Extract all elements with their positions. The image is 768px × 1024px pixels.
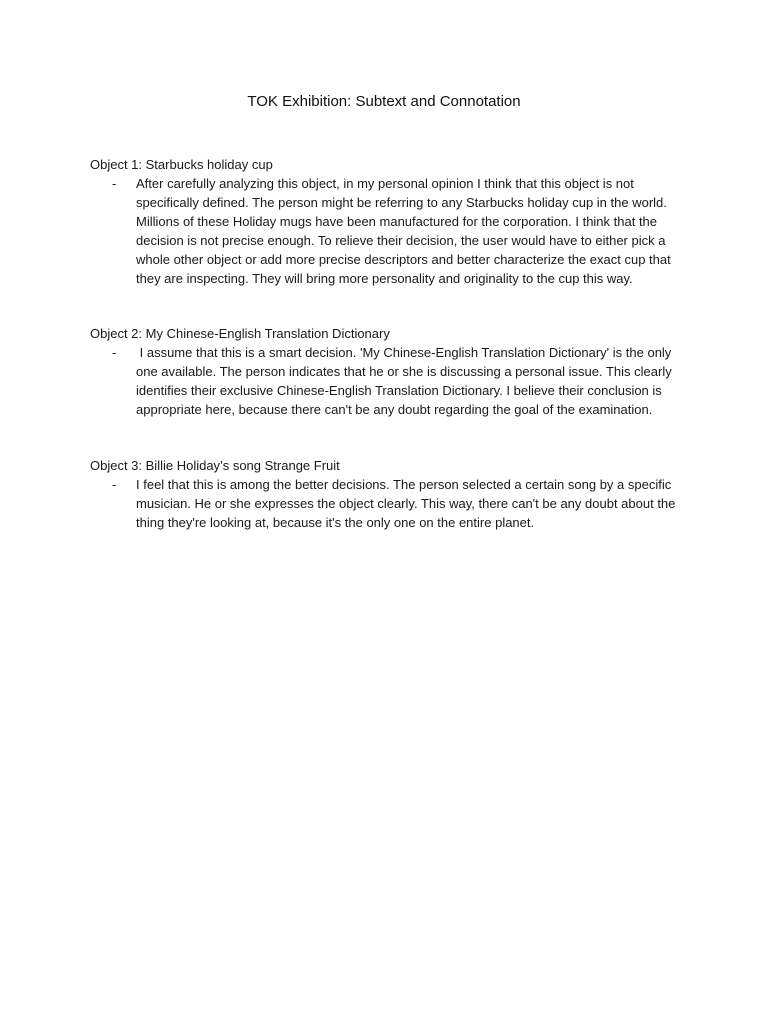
bullet-dash: - [112,176,117,191]
list-item [90,174,690,288]
list-item [90,475,690,532]
section-object-2 [90,324,690,419]
section-heading: Object 3: Billie Holiday’s song Strange Fruit [90,458,340,473]
bullet-text: After carefully analyzing this object, in my personal opinion I think that this object is not specifically defined. The person might be referring to any Starbucks holiday cup in the world. Millions of these Holiday mugs have been manufactured for the corporation. I think that the decision is not precise enough. To relieve their decision, the user would have to either pick a whole other object or add more precise descriptors and better characterize the exact cup that they are inspecting. They will bring more personality and originality to the cup this way. [136,176,671,286]
bullet-text: I feel that this is among the better decisions. The person selected a certain song by a specific musician. He or she expresses the object clearly. This way, there can't be any doubt about the thing they're looking at, because it's the only one on the entire planet. [136,477,676,530]
list-item [90,343,690,419]
section-object-1 [90,155,690,288]
section-object-3 [90,456,690,532]
section-heading: Object 2: My Chinese-English Translation Dictionary [90,326,390,341]
page-title: TOK Exhibition: Subtext and Connotation [247,93,521,110]
bullet-dash: - [112,345,117,360]
bullet-text: I assume that this is a smart decision. 'My Chinese-English Translation Dictionary' is the only one available. The person indicates that he or she is discussing a personal issue. This clearly identifies their exclusive Chinese-English Translation Dictionary. I believe their conclusion is appropriate here, because there can't be any doubt regarding the goal of the examination. [136,345,676,417]
bullet-dash: - [112,477,117,492]
section-heading: Object 1: Starbucks holiday cup [90,157,273,172]
